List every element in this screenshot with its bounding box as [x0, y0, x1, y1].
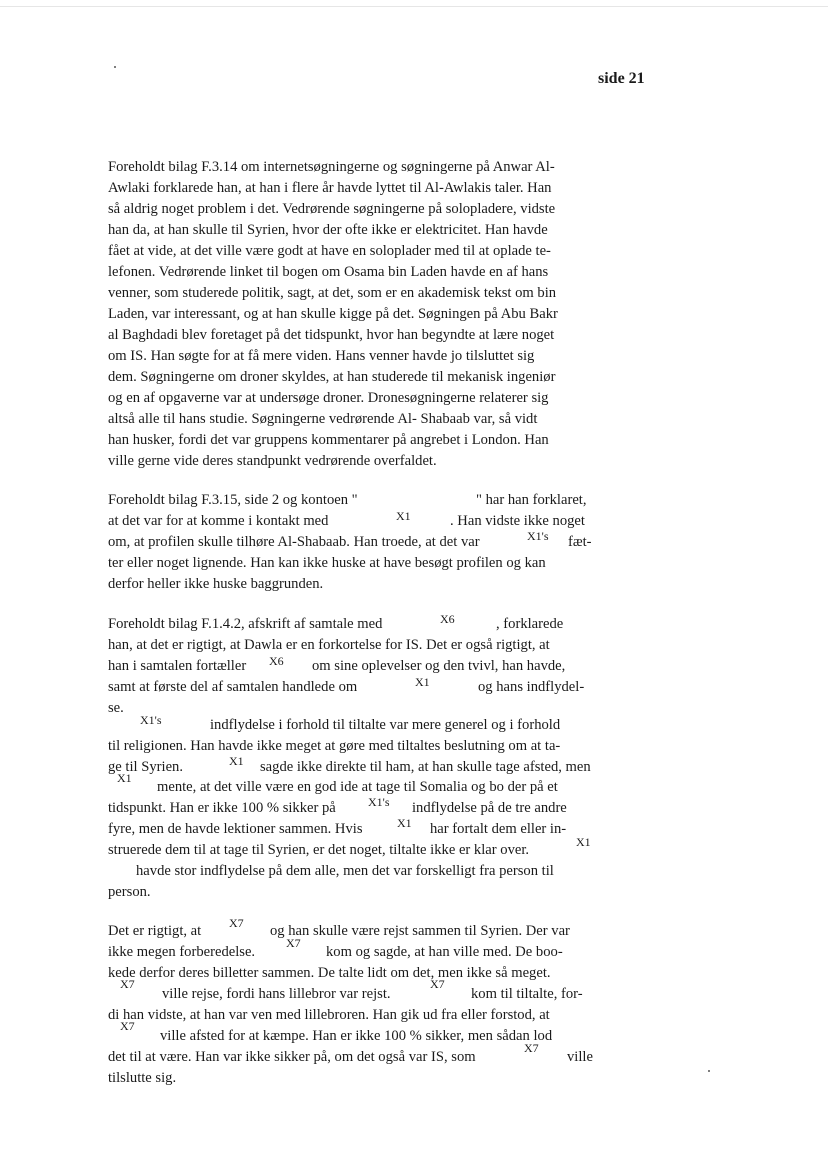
text-line: fået at vide, at det ville være godt at have en soloplader med til at oplade te-	[108, 243, 551, 259]
text-line: Laden, var interessant, og at han skulle kigge på det. Søgningen på Abu Bakr	[108, 306, 558, 322]
text-line: så aldrig noget problem i det. Vedrørende søgningerne på solopladere, vidste	[108, 201, 556, 217]
text-line: samt at første del af samtalen handlede om	[108, 679, 358, 695]
text-line: venner, som studerede politik, sagt, at det, som er en akademisk tekst om bin	[108, 285, 557, 301]
text-line: og en af opgaverne var at undersøge droner. Dronesøgningerne relaterer sig	[108, 390, 549, 406]
text-line: han da, at han skulle til Syrien, hvor der ofte ikke er elektricitet. Han havde	[108, 222, 548, 238]
text-line: ge til Syrien.	[108, 759, 183, 775]
text-line: ville afsted for at kæmpe. Han er ikke 100 % sikker, men sådan lod	[160, 1028, 553, 1044]
text-line: om, at profilen skulle tilhøre Al-Shabaab. Han troede, at det var	[108, 534, 480, 550]
redaction-code: X7	[229, 916, 244, 930]
scan-speck	[114, 66, 116, 68]
text-line: om IS. Han søgte for at få mere viden. Hans venner havde jo tilsluttet sig	[108, 348, 535, 364]
text-line: Foreholdt bilag F.3.14 om internetsøgningerne og søgningerne på Anwar Al-	[108, 159, 555, 175]
text-line: Awlaki forklarede han, at han i flere år havde lyttet til Al-Awlakis taler. Han	[108, 180, 552, 196]
redaction-code: X7	[120, 1019, 135, 1033]
redaction-code: X1	[576, 835, 591, 849]
redaction-code: X7	[120, 977, 135, 991]
text-line: og han skulle være rejst sammen til Syrien. Der var	[270, 923, 570, 939]
page-number: side 21	[598, 70, 645, 87]
text-line: person.	[108, 884, 151, 900]
redaction-code: X1	[397, 816, 412, 830]
text-line: indflydelse i forhold til tiltalte var mere generel og i forhold	[210, 717, 561, 733]
text-line: altså alle til hans studie. Søgningerne vedrørende Al- Shabaab var, så vidt	[108, 411, 538, 427]
text-line: og hans indflydel-	[478, 679, 585, 695]
text-line: derfor heller ikke huske baggrunden.	[108, 576, 324, 592]
text-line: Foreholdt bilag F.3.15, side 2 og kontoen "	[108, 492, 358, 508]
text-line: tilslutte sig.	[108, 1070, 177, 1086]
redaction-code: X1's	[527, 529, 549, 543]
text-line: mente, at det ville være en god ide at tage til Somalia og bo der på et	[157, 779, 558, 795]
text-line: han, at det er rigtigt, at Dawla er en forkortelse for IS. Det er også rigtigt, at	[108, 637, 550, 653]
text-line: til religionen. Han havde ikke meget at gøre med tiltaltes beslutning om at ta-	[108, 738, 561, 754]
redaction-code: X1	[415, 675, 430, 689]
text-line: ter eller noget lignende. Han kan ikke huske at have besøgt profilen og kan	[108, 555, 546, 571]
text-line: al Baghdadi blev foretaget på det tidspunkt, hvor han begyndte at lære noget	[108, 327, 555, 343]
text-line: lefonen. Vedrørende linket til bogen om Osama bin Laden havde en af hans	[108, 264, 549, 280]
redaction-code: X1	[117, 771, 132, 785]
text-line: kede derfor deres billetter sammen. De talte lidt om det, men ikke så meget.	[108, 965, 551, 981]
redaction-code: X6	[440, 612, 455, 626]
text-line: han husker, fordi det var gruppens kommentarer på angrebet i London. Han	[108, 432, 549, 448]
scan-speck	[708, 1070, 710, 1072]
text-line: . Han vidste ikke noget	[450, 513, 585, 529]
text-line: har fortalt dem eller in-	[430, 821, 567, 837]
text-line: ville	[567, 1049, 593, 1065]
text-line: fyre, men de havde lektioner sammen. Hvis	[108, 821, 363, 837]
text-line: om sine oplevelser og den tvivl, han havde,	[312, 658, 566, 674]
text-line: kom og sagde, at han ville med. De boo-	[326, 944, 563, 960]
redaction-code: X1	[396, 509, 411, 523]
text-line: Det er rigtigt, at	[108, 923, 202, 939]
text-line: Foreholdt bilag F.1.4.2, afskrift af samtale med	[108, 616, 383, 632]
redaction-code: X7	[430, 977, 445, 991]
text-line: dem. Søgningerne om droner skyldes, at han studerede til mekanisk ingeniør	[108, 369, 556, 385]
text-line: indflydelse på de tre andre	[412, 800, 567, 816]
redaction-code: X7	[524, 1041, 539, 1055]
text-line: tidspunkt. Han er ikke 100 % sikker på	[108, 800, 336, 816]
text-line: kom til tiltalte, for-	[471, 986, 583, 1002]
text-line: at det var for at komme i kontakt med	[108, 513, 329, 529]
text-line: han i samtalen fortæller	[108, 658, 247, 674]
redaction-code: X6	[269, 654, 284, 668]
text-line: di han vidste, at han var ven med lillebroren. Han gik ud fra eller forstod, at	[108, 1007, 550, 1023]
redaction-code: X1's	[140, 713, 162, 727]
text-line: se.	[108, 700, 124, 716]
text-line: sagde ikke direkte til ham, at han skulle tage afsted, men	[260, 759, 591, 775]
redaction-code: X1's	[368, 795, 390, 809]
top-scan-edge	[0, 6, 828, 7]
text-line: havde stor indflydelse på dem alle, men det var forskelligt fra person til	[136, 863, 554, 879]
text-line: ville gerne vide deres standpunkt vedrørende overfaldet.	[108, 453, 437, 469]
text-line: ikke megen forberedelse.	[108, 944, 256, 960]
text-line: , forklarede	[496, 616, 564, 632]
redaction-code: X1	[229, 754, 244, 768]
text-line: struerede dem til at tage til Syrien, er det noget, tiltalte ikke er klar over.	[108, 842, 530, 858]
text-line: " har han forklaret,	[476, 492, 587, 508]
text-line: fæt-	[568, 534, 592, 550]
redaction-code: X7	[286, 936, 301, 950]
text-line: ville rejse, fordi hans lillebror var rejst.	[162, 986, 391, 1002]
text-line: det til at være. Han var ikke sikker på, om det også var IS, som	[108, 1049, 476, 1065]
